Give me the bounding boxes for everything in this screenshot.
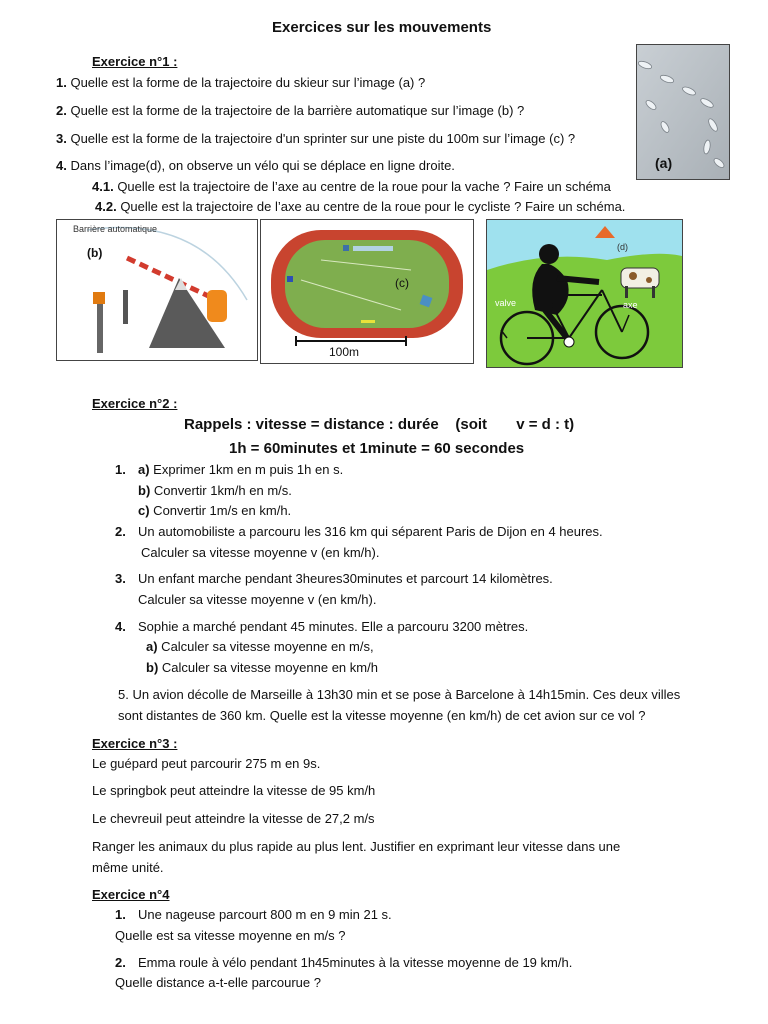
figure-b-barrier <box>56 219 258 361</box>
reminder-units: 1h = 60minutes et 1minute = 60 secondes <box>229 440 525 457</box>
ex4-item-1-line2: Quelle est sa vitesse moyenne en m/s ? <box>115 928 346 943</box>
ex1-question-4-2: 4.2. Quelle est la trajectoire de l’axe au centre de la roue pour le cycliste ? Faire un schéma. <box>95 199 626 214</box>
ex2-item-1c: c) Convertir 1m/s en km/h. <box>138 503 292 518</box>
ex3-instruction-line2: même unité. <box>92 860 164 875</box>
ex3-line-roe-deer: Le chevreuil peut atteindre la vitesse de 27,2 m/s <box>92 811 375 826</box>
figure-c-label: (c) <box>395 276 409 290</box>
ex4-item-2-line1: Emma roule à vélo pendant 1h45minutes à la vitesse moyenne de 19 km/h. <box>138 955 573 970</box>
ex1-question-2: 2. Quelle est la forme de la trajectoire de la barrière automatique sur l’image (b) ? <box>56 103 525 118</box>
ex2-item-2-line1: Un automobiliste a parcouru les 316 km qui séparent Paris de Dijon en 4 heures. <box>138 524 603 539</box>
ex2-item-5-line1: 5. Un avion décolle de Marseille à 13h30 min et se pose à Barcelone à 14h15min. Ces deux villes <box>118 687 681 702</box>
figure-d-cyclist <box>486 219 683 368</box>
ex2-item-4-number: 4. <box>115 619 126 634</box>
figure-a-ski-tracks <box>636 44 730 180</box>
ex1-question-4: 4. Dans l’image(d), on observe un vélo qui se déplace en ligne droite. <box>56 158 455 173</box>
track-drawing <box>261 220 473 363</box>
ex3-instruction-line1: Ranger les animaux du plus rapide au plus lent. Justifier en exprimant leur vitesse dans une <box>92 839 621 854</box>
ex2-item-5-line2: sont distantes de 360 km. Quelle est la vitesse moyenne (en km/h) de cet avion sur ce vol ? <box>118 708 646 723</box>
ex2-item-4a: a) Calculer sa vitesse moyenne en m/s, <box>146 639 374 654</box>
ski-tracks-image <box>637 45 729 179</box>
exercise-4-heading: Exercice n°4 <box>92 887 170 902</box>
barrier-drawing <box>57 220 257 360</box>
ex1-question-1: 1. Quelle est la forme de la trajectoire du skieur sur l’image (a) ? <box>56 75 426 90</box>
figure-c-scale-label: 100m <box>329 345 360 359</box>
ex2-item-2-line2: Calculer sa vitesse moyenne v (en km/h). <box>141 545 380 560</box>
figure-b-label: (b) <box>87 246 103 260</box>
figure-a-label: (a) <box>655 155 673 171</box>
figure-c-track <box>260 219 474 364</box>
ex2-item-1a: a) Exprimer 1km en m puis 1h en s. <box>138 462 344 477</box>
axe-label: axe <box>623 300 638 310</box>
reminder-formula: Rappels : vitesse = distance : durée (soit v = d : t) <box>184 416 575 433</box>
ex2-item-2-number: 2. <box>115 524 126 539</box>
ex1-question-4-1: 4.1. Quelle est la trajectoire de l’axe au centre de la roue pour la vache ? Faire un schéma <box>92 179 611 194</box>
ex4-item-1-line1: Une nageuse parcourt 800 m en 9 min 21 s. <box>138 907 392 922</box>
ex3-line-cheetah: Le guépard peut parcourir 275 m en 9s. <box>92 756 321 771</box>
ex4-item-2-number: 2. <box>115 955 126 970</box>
exercise-2-heading: Exercice n°2 : <box>92 396 178 411</box>
ex4-item-1-number: 1. <box>115 907 126 922</box>
ex2-item-4-line: Sophie a marché pendant 45 minutes. Elle a parcouru 3200 mètres. <box>138 619 529 634</box>
ex2-item-3-line1: Un enfant marche pendant 3heures30minutes et parcourt 14 kilomètres. <box>138 571 553 586</box>
exercise-3-heading: Exercice n°3 : <box>92 736 178 751</box>
ex2-item-1b: b) Convertir 1km/h en m/s. <box>138 483 292 498</box>
figure-d-label: (d) <box>617 242 628 252</box>
cyclist-drawing <box>487 220 682 367</box>
page-title: Exercices sur les mouvements <box>272 19 492 36</box>
ex2-item-4b: b) Calculer sa vitesse moyenne en km/h <box>146 660 378 675</box>
ex3-line-springbok: Le springbok peut atteindre la vitesse de 95 km/h <box>92 783 376 798</box>
ex2-item-3-line2: Calculer sa vitesse moyenne v (en km/h). <box>138 592 377 607</box>
ex4-item-2-line2: Quelle distance a-t-elle parcourue ? <box>115 975 321 990</box>
ex1-question-3: 3. Quelle est la forme de la trajectoire d'un sprinter sur une piste du 100m sur l’image (c) ? <box>56 131 576 146</box>
figure-b-title: Barrière automatique <box>73 224 158 234</box>
exercise-1-heading: Exercice n°1 : <box>92 54 178 69</box>
ex2-item-3-number: 3. <box>115 571 126 586</box>
ex2-item-1-number: 1. <box>115 462 126 477</box>
valve-label: valve <box>495 298 517 308</box>
